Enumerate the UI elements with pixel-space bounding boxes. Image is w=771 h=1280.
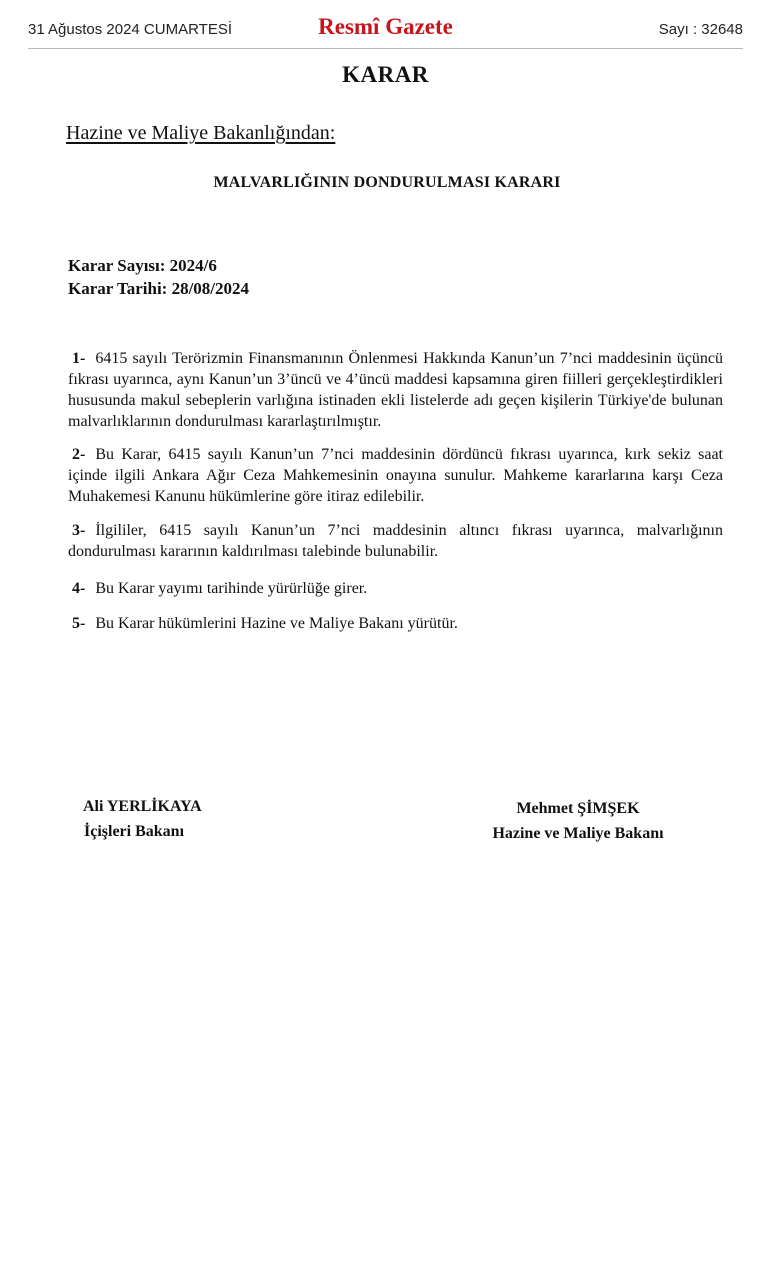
article-number: 1- [72,350,86,367]
publication-date: 31 Ağustos 2024 CUMARTESİ [28,21,232,38]
articles-list [68,348,723,634]
article-number: 3- [72,522,86,539]
article-text: İlgililer, 6415 sayılı Kanun’un 7’nci maddesinin altıncı fıkrası uyarınca, malvarlığının dondurulması kararının kaldırılması talebinde bulunabilir. [68,522,723,560]
document-type: KARAR [342,62,429,87]
decision-title: MALVARLIĞININ DONDURULMASI KARARI [213,174,561,191]
article-text: 6415 sayılı Terörizmin Finansmanının Önlenmesi Hakkında Kanun’un 7’nci maddesinin üçüncü fıkrası uyarınca, aynı Kanun’un 3’üncü ve 4’üncü maddesi kapsamına giren fiilleri gerçekleştirdikleri hususunda makul sebeplerin varlığına istinaden ekli listelerde adı geçen kişilerin Türkiye'de bulunan malvarlıklarının dondurulması kararlaştırılmıştır. [68,350,723,430]
decision-meta [68,254,249,300]
article-text: Bu Karar, 6415 sayılı Kanun’un 7’nci maddesinin dördüncü fıkrası uyarınca, kırk sekiz saat içinde ilgili Ankara Ağır Ceza Mahkemesinin onayına sunulur. Mahkeme kararlarına karşı Ceza Muhakemesi Kanunu hükümlerine göre itiraz edilebilir. [68,446,723,505]
signature-block-left [83,794,202,844]
gazette-masthead: Resmî Gazete [318,14,453,39]
signatory-name: Ali YERLİKAYA [83,798,202,815]
article-text: Bu Karar yayımı tarihinde yürürlüğe girer. [95,580,368,597]
article-number: 2- [72,446,86,463]
issue-number: Sayı : 32648 [658,21,743,38]
signatory-name: Mehmet ŞİMŞEK [516,800,640,817]
signature-block-right [478,796,678,846]
article-number: 5- [72,615,86,632]
article-text: Bu Karar hükümlerini Hazine ve Maliye Bakanı yürütür. [95,615,458,632]
signatory-title: Hazine ve Maliye Bakanı [492,825,664,842]
article-3 [68,520,723,562]
issuing-institution: Hazine ve Maliye Bakanlığından: [66,122,336,144]
signatory-title: İçişleri Bakanı [84,823,185,840]
article-5 [68,613,723,634]
article-number: 4- [72,580,86,597]
decision-number: Karar Sayısı: 2024/6 [68,256,217,275]
article-4 [68,578,723,599]
decision-date: Karar Tarihi: 28/08/2024 [68,279,250,298]
article-1 [68,348,723,432]
gazette-header [28,12,743,49]
article-2 [68,444,723,507]
